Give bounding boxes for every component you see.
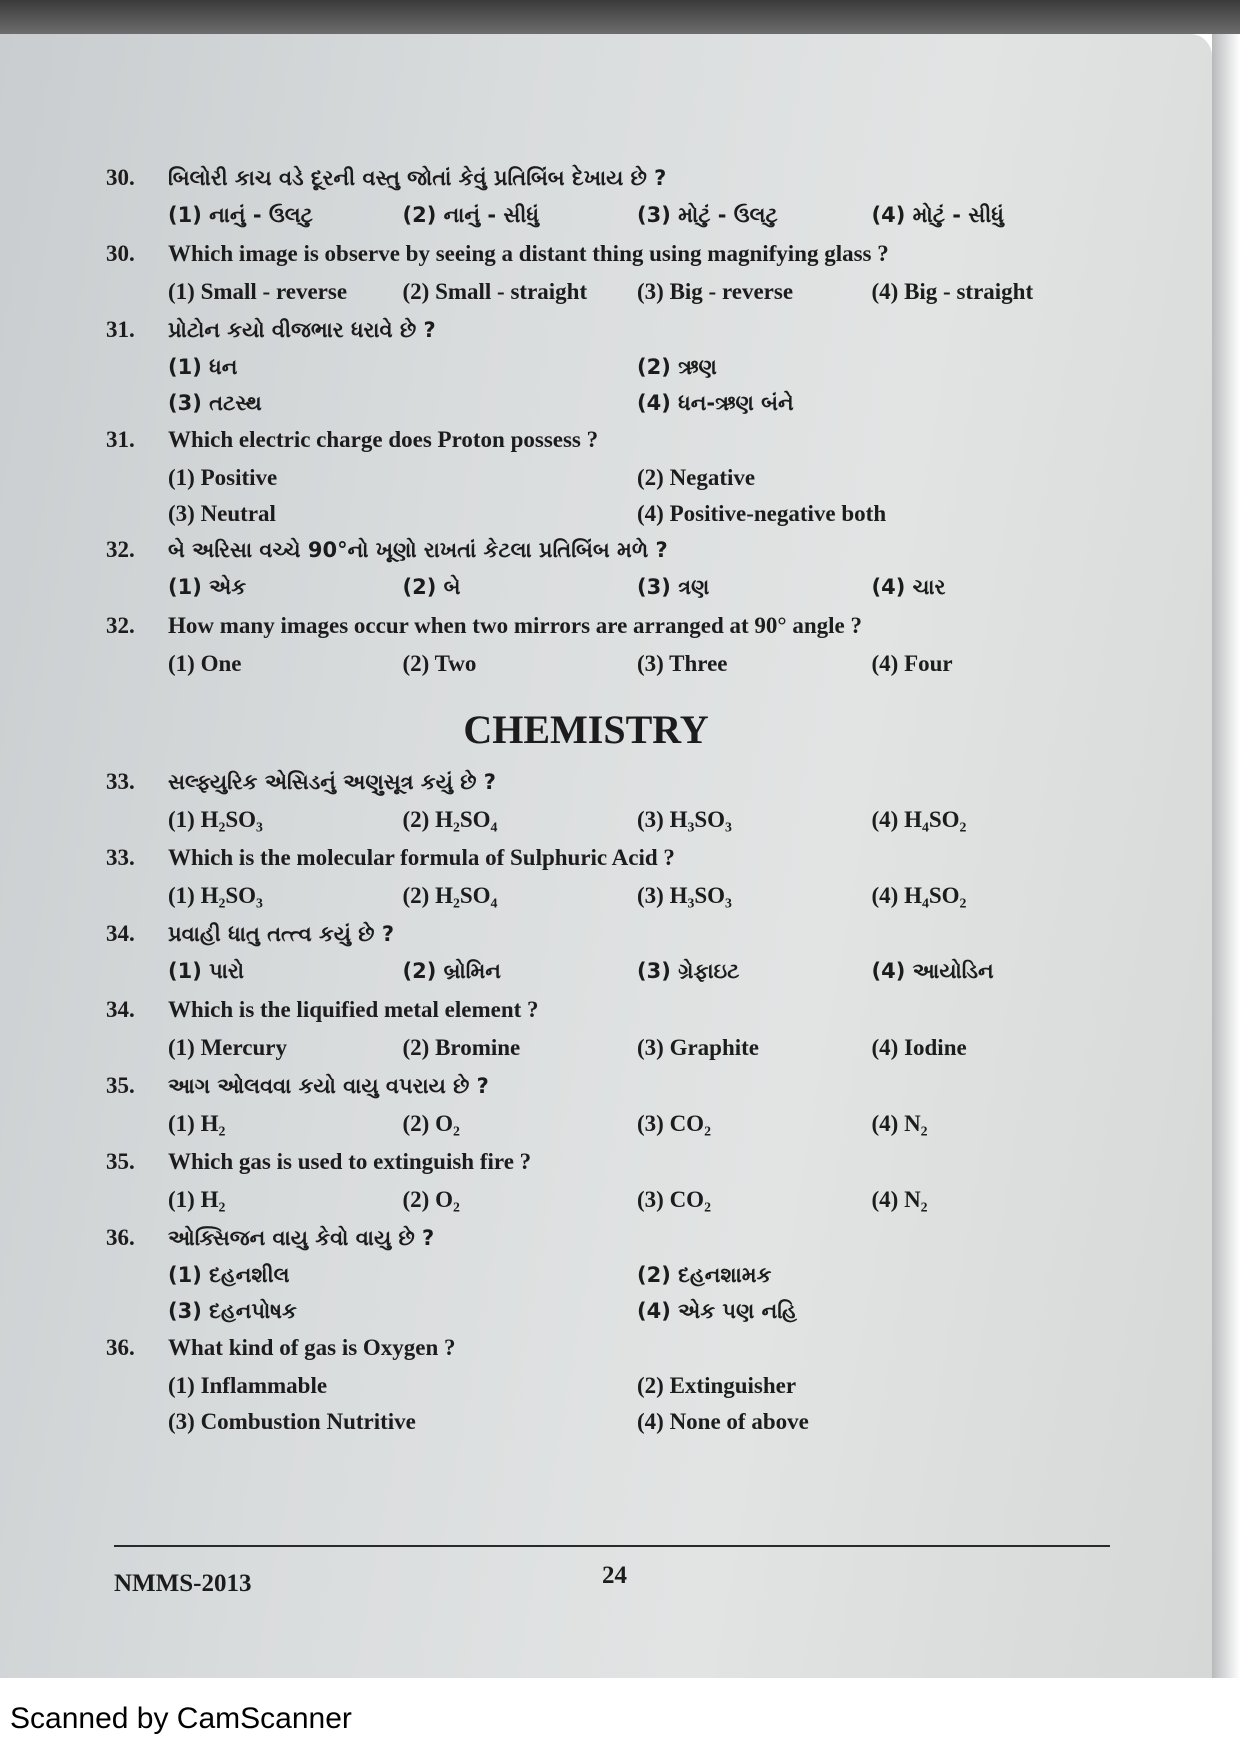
options-30-gu <box>106 203 1106 241</box>
question-number: 34. <box>106 921 135 946</box>
options-35-gu <box>106 1111 1106 1149</box>
options-33-en <box>106 883 1106 921</box>
option-4: (4) ધન-ઋણ બંને <box>637 391 794 415</box>
options-32-en <box>106 651 1106 689</box>
question-number: 32. <box>106 537 135 562</box>
question-text: Which gas is used to extinguish fire ? <box>168 1149 532 1174</box>
options-35-en <box>106 1187 1106 1225</box>
option-1: (1) એક <box>168 575 247 599</box>
question-number: 34. <box>106 997 135 1022</box>
option-2: (2) Bromine <box>402 1035 521 1060</box>
question-text: How many images occur when two mirrors are arranged at 90° angle ? <box>168 613 862 638</box>
option-2: (2) દહનશામક <box>637 1263 772 1287</box>
question-number: 35. <box>106 1073 135 1098</box>
option-2: (2) Small - straight <box>402 279 588 304</box>
question-number: 30. <box>106 241 135 266</box>
question-33-gu <box>106 769 1106 807</box>
options-36-gu-row1 <box>106 1263 1106 1299</box>
option-2: (2) H₂SO₄ <box>402 883 498 908</box>
question-number: 33. <box>106 845 135 870</box>
option-2: (2) Two <box>402 651 477 676</box>
question-31-en <box>106 427 1106 465</box>
option-2: (2) ઋણ <box>637 355 717 379</box>
option-4: (4) એક પણ નહિ <box>637 1299 797 1323</box>
option-2: (2) H₂SO₄ <box>402 807 498 832</box>
option-4: (4) આયોડિન <box>871 959 994 983</box>
question-text: આગ ઓલવવા કયો વાયુ વપરાય છે ? <box>168 1074 489 1098</box>
footer-exam-name: NMMS-2013 <box>114 1570 252 1597</box>
section-title-chemistry: CHEMISTRY <box>463 707 709 752</box>
question-text: ઓક્સિજન વાયુ કેવો વાયુ છે ? <box>168 1226 435 1250</box>
option-2: (2) બ્રોમિન <box>402 959 501 983</box>
question-34-en <box>106 997 1106 1035</box>
option-3: (3) તટસ્થ <box>168 391 262 415</box>
question-number: 31. <box>106 427 135 452</box>
option-1: (1) H₂ <box>168 1187 226 1212</box>
question-30-gu <box>106 165 1106 203</box>
options-34-gu <box>106 959 1106 997</box>
option-4: (4) Four <box>871 651 953 676</box>
option-3: (3) Combustion Nutritive <box>168 1409 416 1434</box>
option-3: (3) મોટું - ઉલટુ <box>637 203 778 227</box>
question-30-en <box>106 241 1106 279</box>
option-3: (3) દહનપોષક <box>168 1299 297 1323</box>
option-2: (2) Negative <box>637 465 756 490</box>
question-text: Which is the liquified metal element ? <box>168 997 539 1022</box>
option-4: (4) ચાર <box>871 575 946 599</box>
question-number: 32. <box>106 613 135 638</box>
scanner-watermark: Scanned by CamScanner <box>10 1702 352 1735</box>
option-4: (4) Positive-negative both <box>637 501 887 526</box>
option-3: (3) ગ્રેફાઇટ <box>637 959 740 983</box>
option-4: (4) H₄SO₂ <box>871 807 967 832</box>
option-2: (2) નાનું - સીધું <box>402 203 540 227</box>
option-4: (4) H₄SO₂ <box>871 883 967 908</box>
option-4: (4) Big - straight <box>871 279 1034 304</box>
scan-top-shadow <box>0 0 1240 34</box>
question-34-gu <box>106 921 1106 959</box>
option-2: (2) Extinguisher <box>637 1373 797 1398</box>
options-30-en <box>106 279 1106 317</box>
options-32-gu <box>106 575 1106 613</box>
option-3: (3) Neutral <box>168 501 276 526</box>
option-3: (3) Graphite <box>637 1035 760 1060</box>
option-1: (1) Mercury <box>168 1035 287 1060</box>
page-edge <box>1212 34 1240 1678</box>
options-33-gu <box>106 807 1106 845</box>
option-4: (4) મોટું - સીધું <box>871 203 1004 227</box>
question-text: What kind of gas is Oxygen ? <box>168 1335 456 1360</box>
option-1: (1) દહનશીલ <box>168 1263 290 1287</box>
option-1: (1) પારો <box>168 959 244 983</box>
option-3: (3) CO₂ <box>637 1187 711 1212</box>
option-1: (1) નાનું - ઉલટુ <box>168 203 313 227</box>
question-number: 35. <box>106 1149 135 1174</box>
question-text: Which is the molecular formula of Sulphuric Acid ? <box>168 845 675 870</box>
option-1: (1) H₂SO₃ <box>168 883 263 908</box>
option-3: (3) Big - reverse <box>637 279 794 304</box>
options-36-en-row1 <box>106 1373 1106 1409</box>
option-3: (3) Three <box>637 651 728 676</box>
options-36-gu-row2 <box>106 1299 1106 1335</box>
options-31-gu-row2 <box>106 391 1106 427</box>
question-35-en <box>106 1149 1106 1187</box>
option-3: (3) H₃SO₃ <box>637 807 732 832</box>
question-31-gu <box>106 317 1106 355</box>
question-text: બિલોરી કાચ વડે દૂરની વસ્તુ જોતાં કેવું પ્રતિબિંબ દેખાય છે ? <box>168 166 667 190</box>
options-36-en-row2 <box>106 1409 1106 1445</box>
option-2: (2) બે <box>402 575 461 599</box>
question-35-gu <box>106 1073 1106 1111</box>
question-number: 31. <box>106 317 135 342</box>
option-1: (1) Inflammable <box>168 1373 328 1398</box>
footer-rule <box>114 1545 1110 1547</box>
option-1: (1) ધન <box>168 355 238 379</box>
option-1: (1) H₂SO₃ <box>168 807 263 832</box>
option-4: (4) N₂ <box>871 1187 928 1212</box>
options-31-en-row2 <box>106 501 1106 537</box>
option-2: (2) O₂ <box>402 1111 460 1136</box>
question-text: પ્રવાહી ધાતુ તત્ત્વ કયું છે ? <box>168 922 395 946</box>
question-number: 30. <box>106 165 135 190</box>
page-number: 24 <box>602 1562 627 1589</box>
option-4: (4) N₂ <box>871 1111 928 1136</box>
question-number: 36. <box>106 1225 135 1250</box>
question-number: 33. <box>106 769 135 794</box>
option-4: (4) None of above <box>637 1409 809 1434</box>
question-number: 36. <box>106 1335 135 1360</box>
question-text: બે અરિસા વચ્ચે 90°નો ખૂણો રાખતાં કેટલા પ્રતિબિંબ મળે ? <box>168 538 668 562</box>
options-31-gu-row1 <box>106 355 1106 391</box>
options-31-en-row1 <box>106 465 1106 501</box>
option-1: (1) Small - reverse <box>168 279 348 304</box>
option-2: (2) O₂ <box>402 1187 460 1212</box>
question-36-gu <box>106 1225 1106 1263</box>
question-33-en <box>106 845 1106 883</box>
option-1: (1) Positive <box>168 465 278 490</box>
question-text: પ્રોટોન કયો વીજભાર ધરાવે છે ? <box>168 318 436 342</box>
option-1: (1) One <box>168 651 242 676</box>
question-text: સલ્ફ્યુરિક એસિડનું અણુસૂત્ર કયું છે ? <box>168 770 496 794</box>
question-text: Which image is observe by seeing a distant thing using magnifying glass ? <box>168 241 889 266</box>
question-36-en <box>106 1335 1106 1373</box>
question-content <box>106 165 1106 1445</box>
option-4: (4) Iodine <box>871 1035 967 1060</box>
option-3: (3) ત્રણ <box>637 575 710 599</box>
option-3: (3) H₃SO₃ <box>637 883 732 908</box>
options-34-en <box>106 1035 1106 1073</box>
question-32-gu <box>106 537 1106 575</box>
option-1: (1) H₂ <box>168 1111 226 1136</box>
question-text: Which electric charge does Proton possess ? <box>168 427 599 452</box>
question-32-en <box>106 613 1106 651</box>
option-3: (3) CO₂ <box>637 1111 711 1136</box>
